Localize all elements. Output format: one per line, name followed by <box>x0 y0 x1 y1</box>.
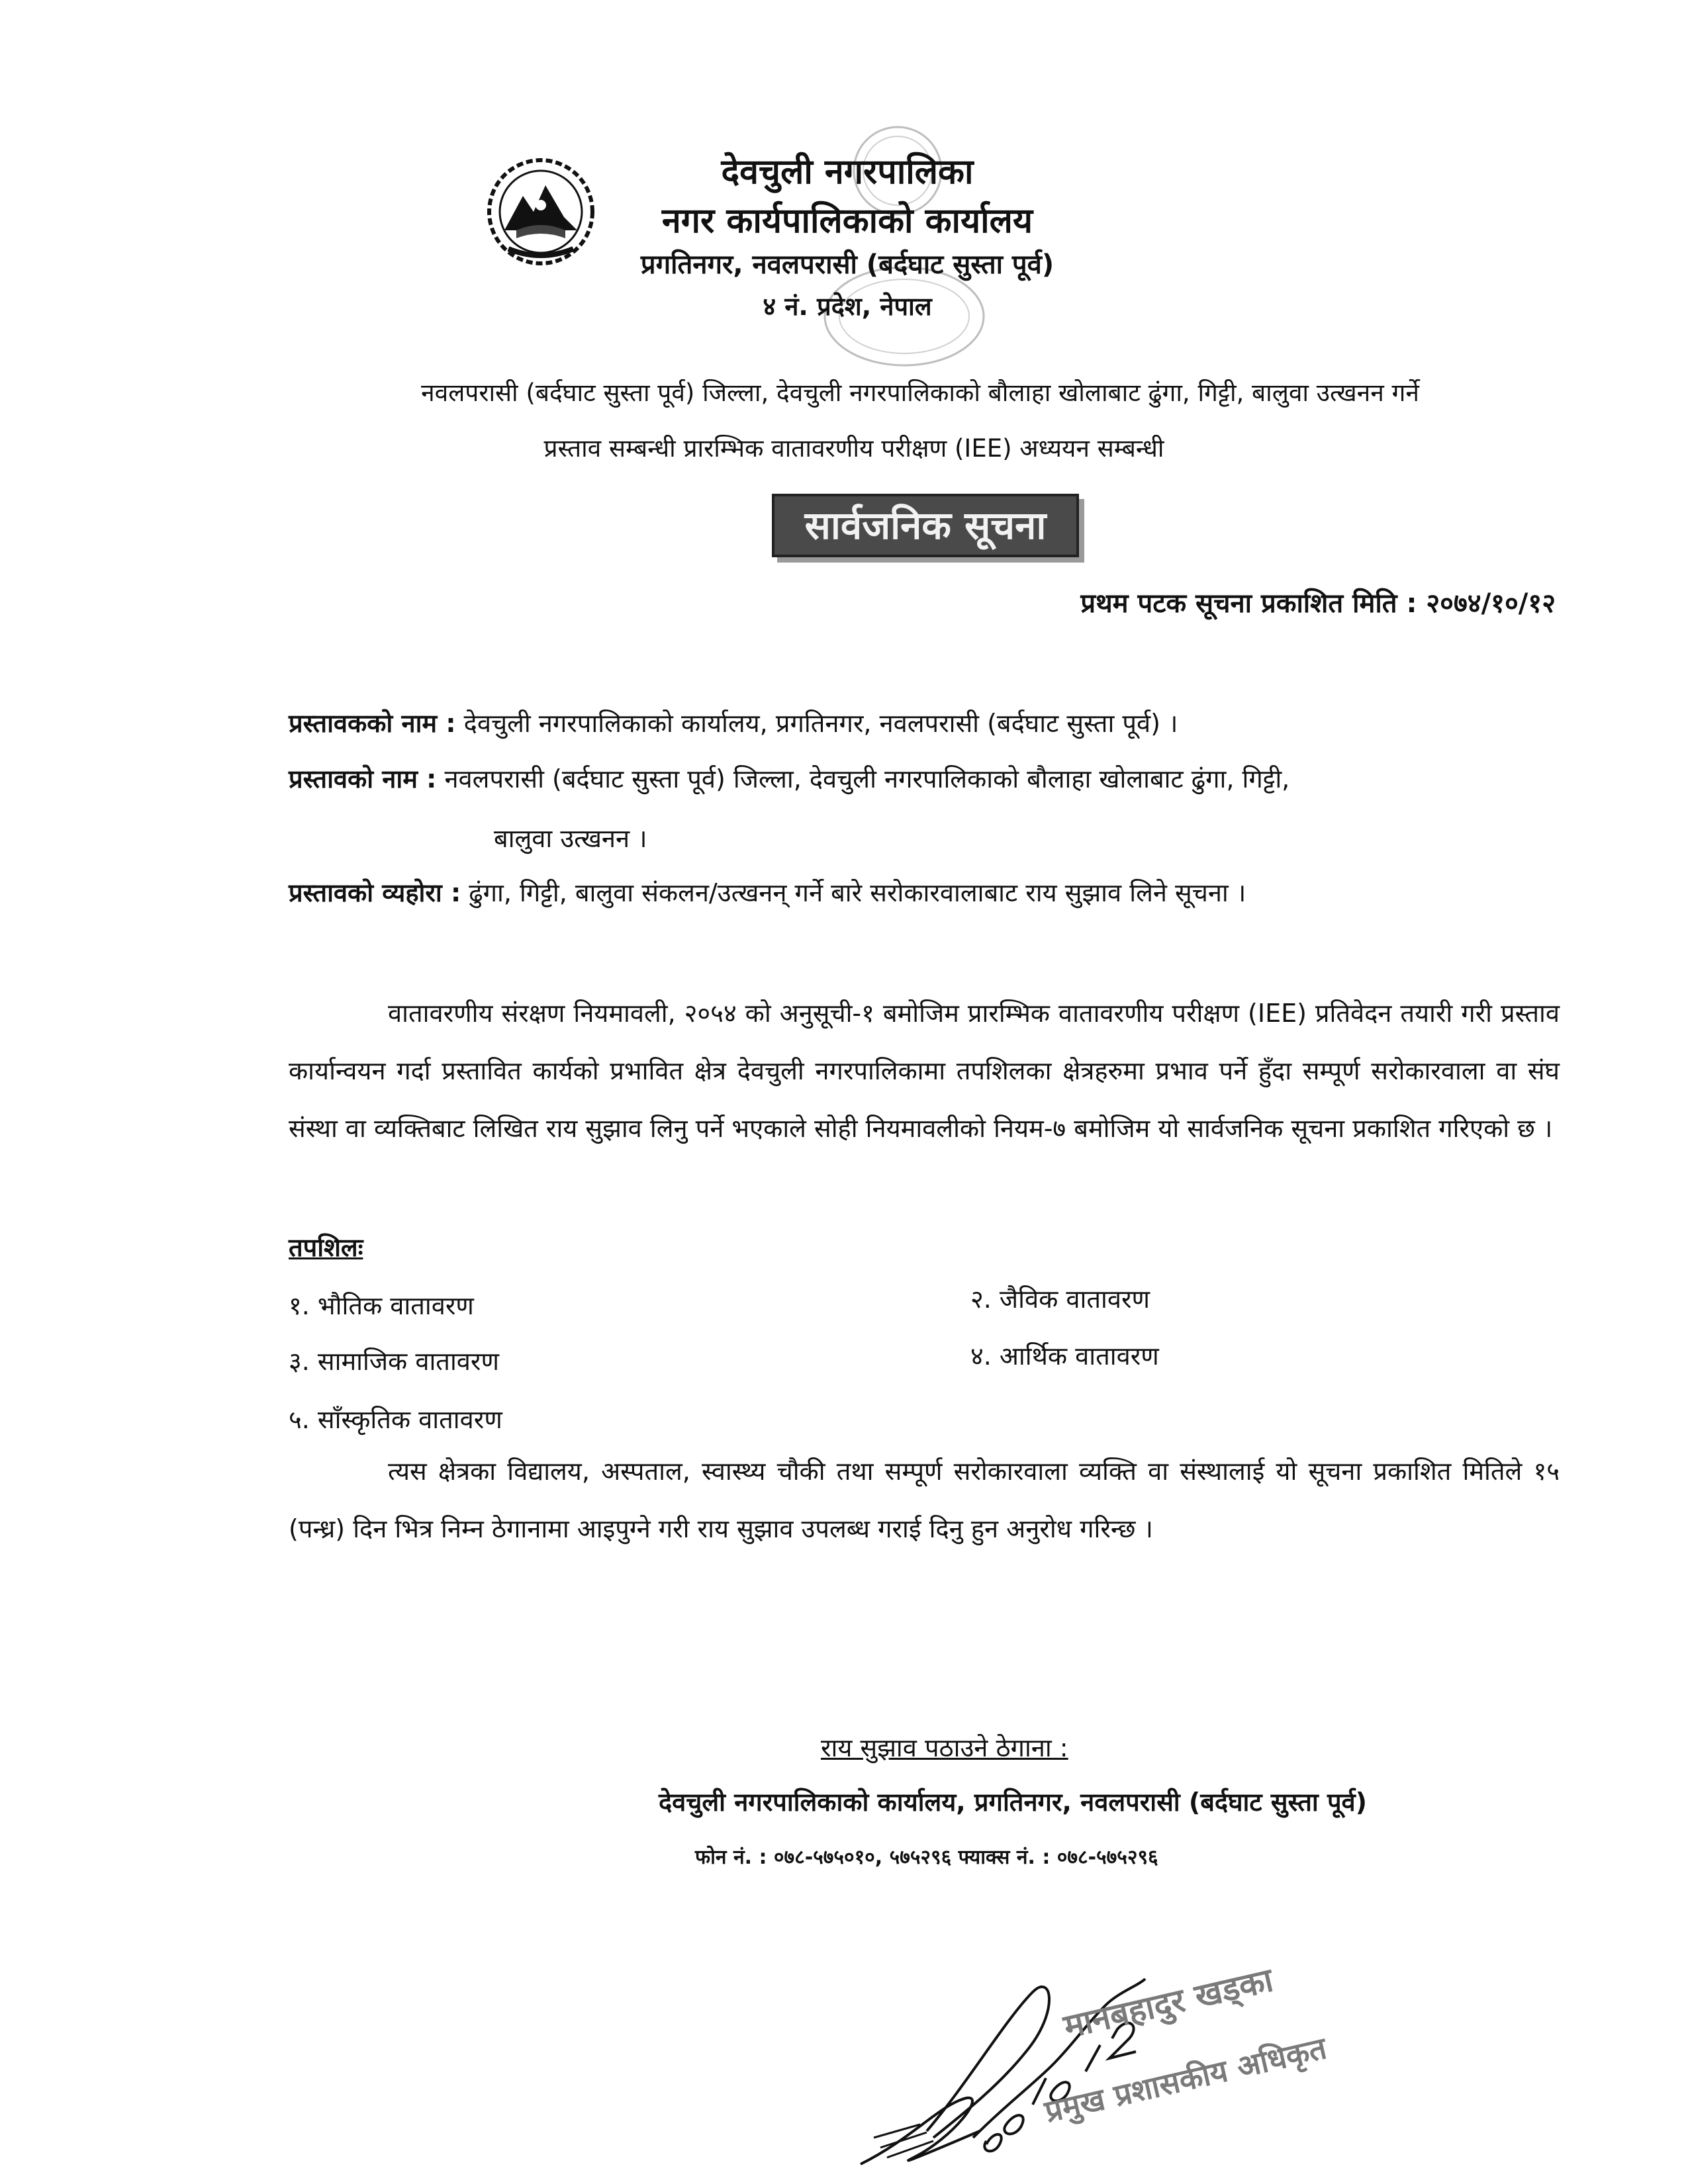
body-paragraph-2: त्यस क्षेत्रका विद्यालय, अस्पताल, स्वास्थ्य चौकी तथा सम्पूर्ण सरोकारवाला व्यक्ति वा संस्थालाई यो सूचना प्रकाशित मितिले १५ (पन्ध्र) दिन भित्र निम्न ठेगानामा आइपुग्ने गरी राय सुझाव उपलब्ध गराई दिनु हुन अनुरोध गरिन्छ । <box>289 1457 1560 1543</box>
proposer-label: प्रस्तावकको नाम : <box>289 709 456 738</box>
address-label: राय सुझाव पठाउने ठेगाना : <box>821 1733 1068 1762</box>
list-item: ४. आर्थिक वातावरण <box>970 1342 1159 1371</box>
proposer-row <box>289 705 1178 740</box>
letterhead-province: ४ नं. प्रदेश, नेपाल <box>763 292 932 321</box>
tapashil-label: तपशिलः <box>289 1233 363 1262</box>
proposer-value: देवचुली नगरपालिकाको कार्यालय, प्रगतिनगर, नवलपरासी (बर्दघाट सुस्ता पूर्व) । <box>463 709 1178 738</box>
address-line: देवचुली नगरपालिकाको कार्यालय, प्रगतिनगर, नवलपरासी (बर्दघाट सुस्ता पूर्व) <box>658 1788 1368 1817</box>
letterhead-office: नगर कार्यपालिकाको कार्यालय <box>661 201 1033 241</box>
proposal-label: प्रस्तावको नाम : <box>289 764 437 794</box>
proposal-value-continued: बालुवा उत्खनन । <box>494 824 647 853</box>
letterhead-address: प्रगतिनगर, नवलपरासी (बर्दघाट सुस्ता पूर्व) <box>640 250 1055 280</box>
notice-title: सार्वजनिक सूचना <box>772 494 1079 557</box>
list-item: १. भौतिक वातावरण <box>289 1291 474 1320</box>
letterhead-municipality: देवचुली नगरपालिका <box>721 152 974 192</box>
list-item: ३. सामाजिक वातावरण <box>289 1347 499 1376</box>
publication-date: प्रथम पटक सूचना प्रकाशित मिति : २०७४/१०/१२ <box>1080 588 1556 619</box>
list-item: ५. साँस्कृतिक वातावरण <box>289 1405 502 1434</box>
phone-fax-line: फोन नं. : ०७८-५७५०१०, ५७५२९६ फ्याक्स नं. : ०७८-५७५२९६ <box>695 1846 1158 1869</box>
list-item: २. जैविक वातावरण <box>970 1285 1150 1314</box>
stamp-name: मानबहादुर खड्का <box>1060 1960 1277 2046</box>
proposal-subject-value: ढुंगा, गिट्टी, बालुवा संकलन/उत्खनन् गर्ने बारे सरोकारवालाबाट राय सुझाव लिने सूचना । <box>469 878 1246 907</box>
body-paragraph-1: वातावरणीय संरक्षण नियमावली, २०५४ को अनुसूची-१ बमोजिम प्रारम्भिक वातावरणीय परीक्षण (IEE) प्रतिवेदन तयारी गरी प्रस्ताव कार्यान्वयन गर्दा प्रस्तावित कार्यको प्रभावित क्षेत्र देवचुली नगरपालिकामा तपशिलका क्षेत्रहरुमा प्रभाव पर्ने हुँदा सम्पूर्ण सरोकारवाला वा संघ संस्था वा व्यक्तिबाट लिखित राय सुझाव लिनु पर्ने भएकाले सोही नियमावलीको नियम-७ बमोजिम यो सार्वजनिक सूचना प्रकाशित गरिएको छ । <box>289 999 1560 1143</box>
subject-line-2: प्रस्ताव सम्बन्धी प्रारम्भिक वातावरणीय परीक्षण (IEE) अध्ययन सम्बन्धी <box>543 434 1164 463</box>
proposal-value: नवलपरासी (बर्दघाट सुस्ता पूर्व) जिल्ला, देवचुली नगरपालिकाको बौलाहा खोलाबाट ढुंगा, गिट्टी, <box>444 764 1290 794</box>
proposal-subject-label: प्रस्तावको व्यहोरा : <box>289 878 461 907</box>
proposal-row <box>289 761 1289 796</box>
proposal-subject-row <box>289 875 1246 909</box>
stamp-title: प्रमुख प्रशासकीय अधिकृत <box>1041 2030 1330 2130</box>
subject-line-1: नवलपरासी (बर्दघाट सुस्ता पूर्व) जिल्ला, देवचुली नगरपालिकाको बौलाहा खोलाबाट ढुंगा, गिट्टी, बालुवा उत्खनन गर्ने <box>421 379 1419 407</box>
